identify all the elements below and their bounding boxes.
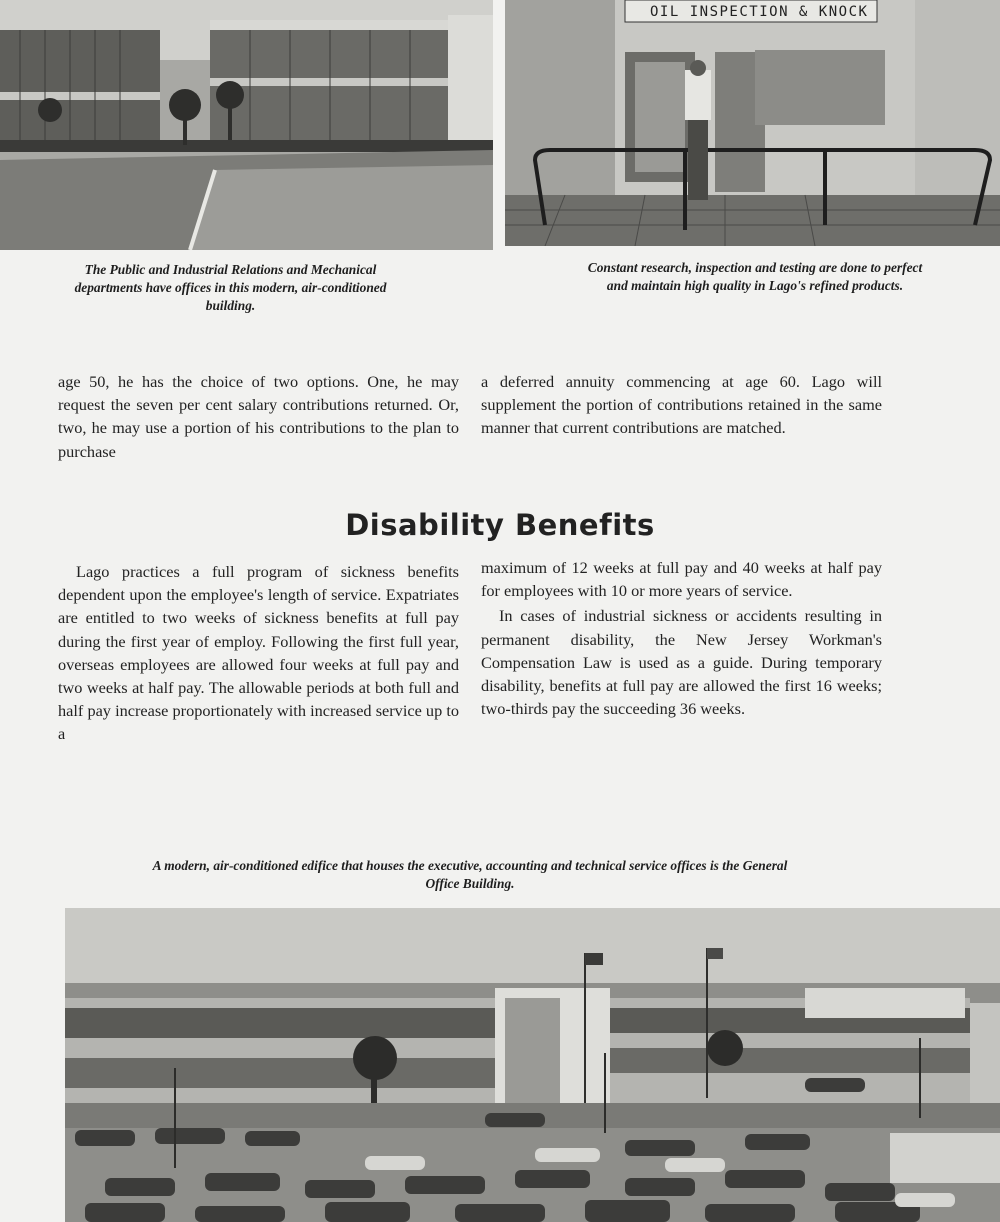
- disability-column-left: [58, 560, 459, 746]
- disability-paragraph-2: maximum of 12 weeks at full pay and 40 weeks at half pay for employees with 10 or more years of service.: [481, 558, 882, 601]
- photo-office-building: [0, 0, 493, 250]
- disability-paragraph-1: Lago practices a full program of sickness benefits dependent upon the employee's length of service. Expatriates are entitled to two weeks of sickness benefits at full pay during the first year of employ. Following the first full year, overseas employees are allowed four weeks at full pay and two weeks at half pay. The allowable periods at both full and half pay increase proportionately with increased service up to a: [58, 562, 459, 744]
- photo-oil-inspection-lab: [505, 0, 1000, 246]
- disability-column-right: [481, 556, 882, 720]
- pension-column-right: a deferred annuity commencing at age 60. Lago will supplement the portion of contributions retained in the same manner that current contributions are matched.: [481, 372, 882, 438]
- photo-general-office-building: [65, 908, 1000, 1222]
- disability-heading: Disability Benefits: [345, 508, 655, 542]
- disability-paragraph-3: In cases of industrial sickness or accidents resulting in permanent disability, the New Jersey Workman's Compensation Law is used as a guide. During temporary disability, benefits at full pay are allowed the first 16 weeks; two-thirds pay the succeeding 36 weeks.: [481, 606, 882, 719]
- caption-office-building: The Public and Industrial Relations and Mechanical departments have offices in this modern, air-conditioned building.: [74, 262, 387, 313]
- pension-column-left: age 50, he has the choice of two options. One, he may request the seven per cent salary contributions returned. Or, two, he may use a portion of his contributions to the plan to purchase: [58, 372, 459, 461]
- caption-oil-inspection: Constant research, inspection and testing are done to perfect and maintain high quality in Lago's refined products.: [587, 260, 923, 293]
- oil-inspection-sign: OIL INSPECTION & KNOCK: [650, 4, 869, 20]
- caption-general-office: A modern, air-conditioned edifice that houses the executive, accounting and technical service offices is the General Office Building.: [152, 858, 788, 891]
